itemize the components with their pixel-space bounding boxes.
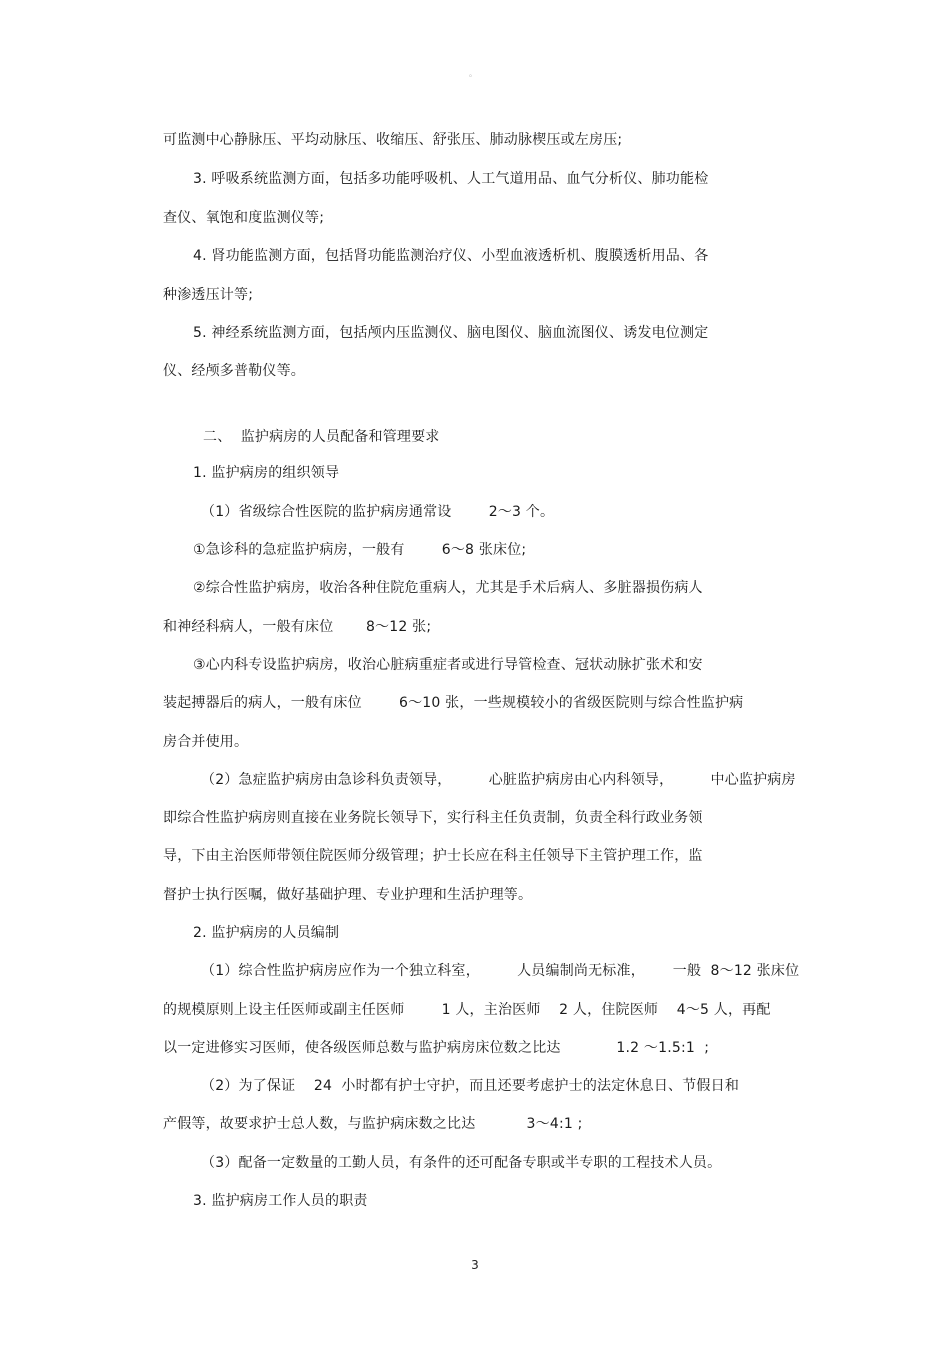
- text-line: （2）急症监护病房由急诊科负责领导， 心脏监护病房由心内科领导， 中心监护病房: [201, 772, 796, 788]
- text-line: 仪、经颅多普勒仪等。: [163, 363, 305, 379]
- text-line: ③心内科专设监护病房，收治心脏病重症者或进行导管检查、冠状动脉扩张术和安: [193, 657, 703, 673]
- subsection-heading: 3. 监护病房工作人员的职责: [193, 1193, 368, 1209]
- text-line: 房合并使用。: [163, 734, 249, 750]
- text-line: 督护士执行医嘱，做好基础护理、专业护理和生活护理等。: [163, 887, 533, 903]
- text-line: 4. 肾功能监测方面，包括肾功能监测治疗仪、小型血液透析机、腹膜透析用品、各: [193, 248, 709, 264]
- text-line: 和神经科病人，一般有床位 8～12 张;: [163, 619, 432, 635]
- text-line: （3）配备一定数量的工勤人员，有条件的还可配备专职或半专职的工程技术人员。: [201, 1155, 722, 1171]
- text-line: 5. 神经系统监测方面，包括颅内压监测仪、脑电图仪、脑血流图仪、诱发电位测定: [193, 325, 709, 341]
- header-mark: 。: [469, 69, 477, 78]
- page-number: 3: [471, 1258, 479, 1272]
- text-line: 产假等，故要求护士总人数，与监护病床数之比达 3～4:1 ;: [163, 1116, 583, 1132]
- text-line: 可监测中心静脉压、平均动脉压、收缩压、舒张压、肺动脉楔压或左房压;: [163, 132, 623, 148]
- subsection-heading: 2. 监护病房的人员编制: [193, 925, 340, 941]
- text-line: 即综合性监护病房则直接在业务院长领导下，实行科主任负责制，负责全科行政业务领: [163, 810, 703, 826]
- text-line: 导，下由主治医师带领住院医师分级管理；护士长应在科主任领导下主管护理工作，监: [163, 848, 703, 864]
- text-line: （2）为了保证 24 小时都有护士守护，而且还要考虑护士的法定休息日、节假日和: [201, 1078, 740, 1094]
- text-line: （1）省级综合性医院的监护病房通常设 2～3 个。: [201, 504, 555, 520]
- text-line: 装起搏器后的病人，一般有床位 6～10 张，一些规模较小的省级医院则与综合性监护病: [163, 695, 744, 711]
- text-line: 的规模原则上设主任医师或副主任医师 1 人，主治医师 2 人，住院医师 4～5 人，再配: [163, 1002, 771, 1018]
- subsection-heading: 1. 监护病房的组织领导: [193, 465, 340, 481]
- text-line: （1）综合性监护病房应作为一个独立科室， 人员编制尚无标准， 一般 8～12 张床位: [201, 963, 800, 979]
- text-line: 以一定进修实习医师，使各级医师总数与监护病房床位数之比达 1.2 ～1.5:1 ;: [163, 1040, 710, 1056]
- section-heading: 二、 监护病房的人员配备和管理要求: [203, 429, 440, 445]
- text-line: 查仪、氧饱和度监测仪等;: [163, 210, 325, 226]
- text-line: 3. 呼吸系统监测方面，包括多功能呼吸机、人工气道用品、血气分析仪、肺功能检: [193, 171, 709, 187]
- text-line: 种渗透压计等;: [163, 287, 254, 303]
- text-line: ②综合性监护病房，收治各种住院危重病人，尤其是手术后病人、多脏器损伤病人: [193, 580, 703, 596]
- text-line: ①急诊科的急症监护病房，一般有 6～8 张床位;: [193, 542, 527, 558]
